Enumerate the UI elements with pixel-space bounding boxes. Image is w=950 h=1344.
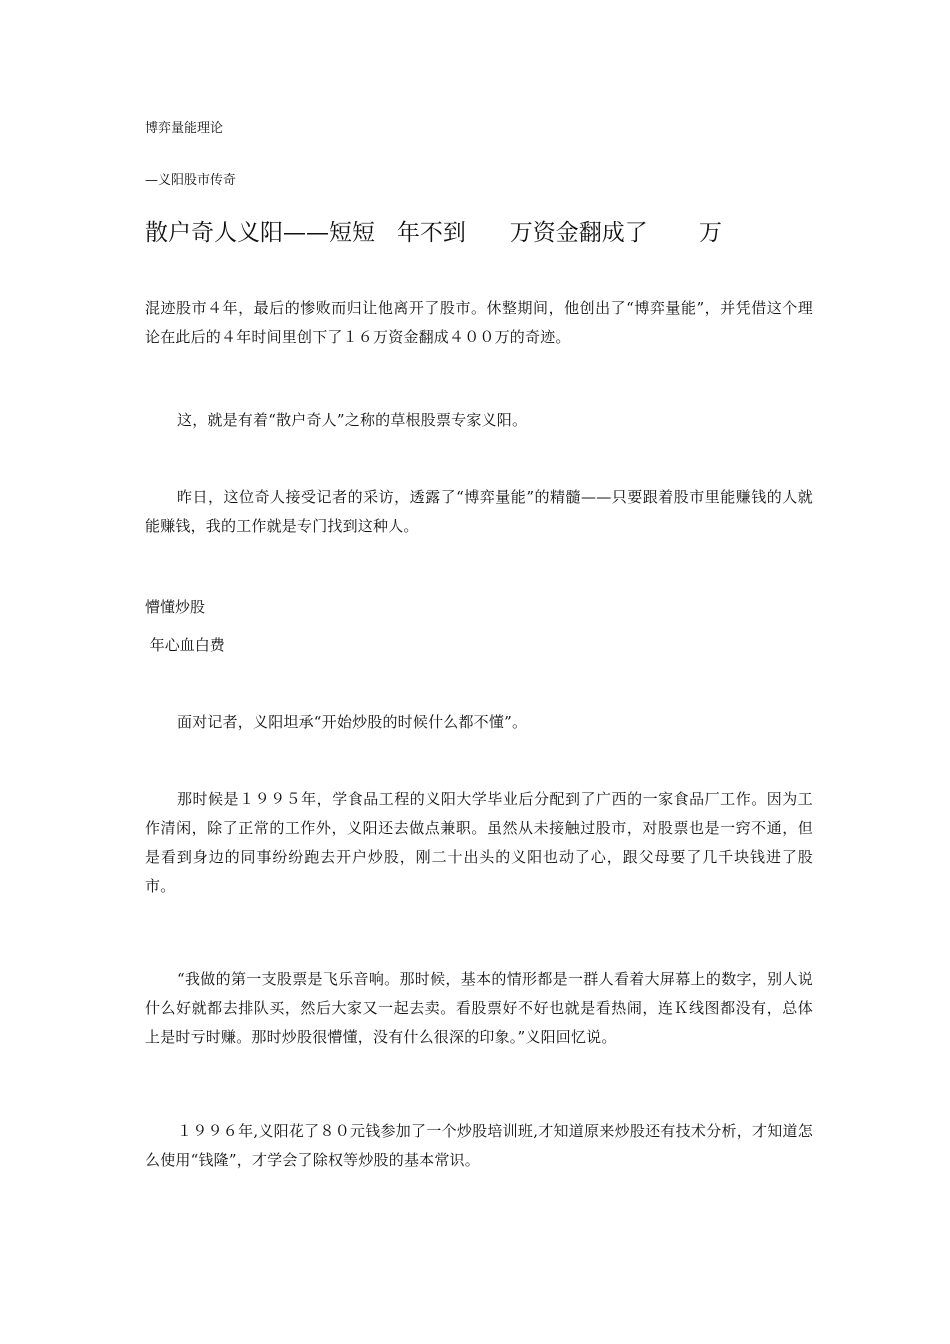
body-paragraph: 那时候是１９９５年，学食品工程的义阳大学毕业后分配到了广西的一家食品厂工作。因为工作清闲，除了正常的工作外，义阳还去做点兼职。虽然从未接触过股市，对股票也是一窍不通，但是看到身边的同事纷纷跑去开户炒股，刚二十出头的义阳也动了心，跟父母要了几千块钱进了股市。 bbox=[145, 790, 813, 895]
section-heading: 懵懂炒股 bbox=[145, 598, 206, 616]
article-headline: 散户奇人义阳——短短 年不到 万资金翻成了 万 bbox=[145, 220, 722, 246]
document-subtitle: —义阳股市传奇 bbox=[145, 173, 237, 188]
document-top-title: 博弈量能理论 bbox=[145, 121, 224, 136]
body-paragraph: １９９６年,义阳花了８０元钱参加了一个炒股培训班,才知道原来炒股还有技术分析，才知道怎么使用“钱隆”，才学会了除权等炒股的基本常识。 bbox=[145, 1122, 813, 1169]
intro-paragraph: 混迹股市４年，最后的惨败而归让他离开了股市。休整期间，他创出了“博弈量能”，并凭借这个理论在此后的４年时间里创下了１６万资金翻成４００万的奇迹。 bbox=[145, 299, 813, 346]
body-paragraph: 面对记者，义阳坦承“开始炒股的时候什么都不懂”。 bbox=[177, 713, 528, 731]
section-heading-subline: 年心血白费 bbox=[145, 636, 225, 654]
intro-paragraph: 昨日，这位奇人接受记者的采访，透露了“博弈量能”的精髓——只要跟着股市里能赚钱的人就能赚钱，我的工作就是专门找到这种人。 bbox=[145, 488, 813, 535]
body-paragraph: “我做的第一支股票是飞乐音响。那时候，基本的情形都是一群人看着大屏幕上的数字，别人说什么好就都去排队买，然后大家又一起去卖。看股票好不好也就是看热闹，连Ｋ线图都没有，总体上是时亏时赚。那时炒股很懵懂，没有什么很深的印象。”义阳回忆说。 bbox=[145, 970, 813, 1046]
intro-paragraph: 这，就是有着“散户奇人”之称的草根股票专家义阳。 bbox=[177, 411, 528, 429]
